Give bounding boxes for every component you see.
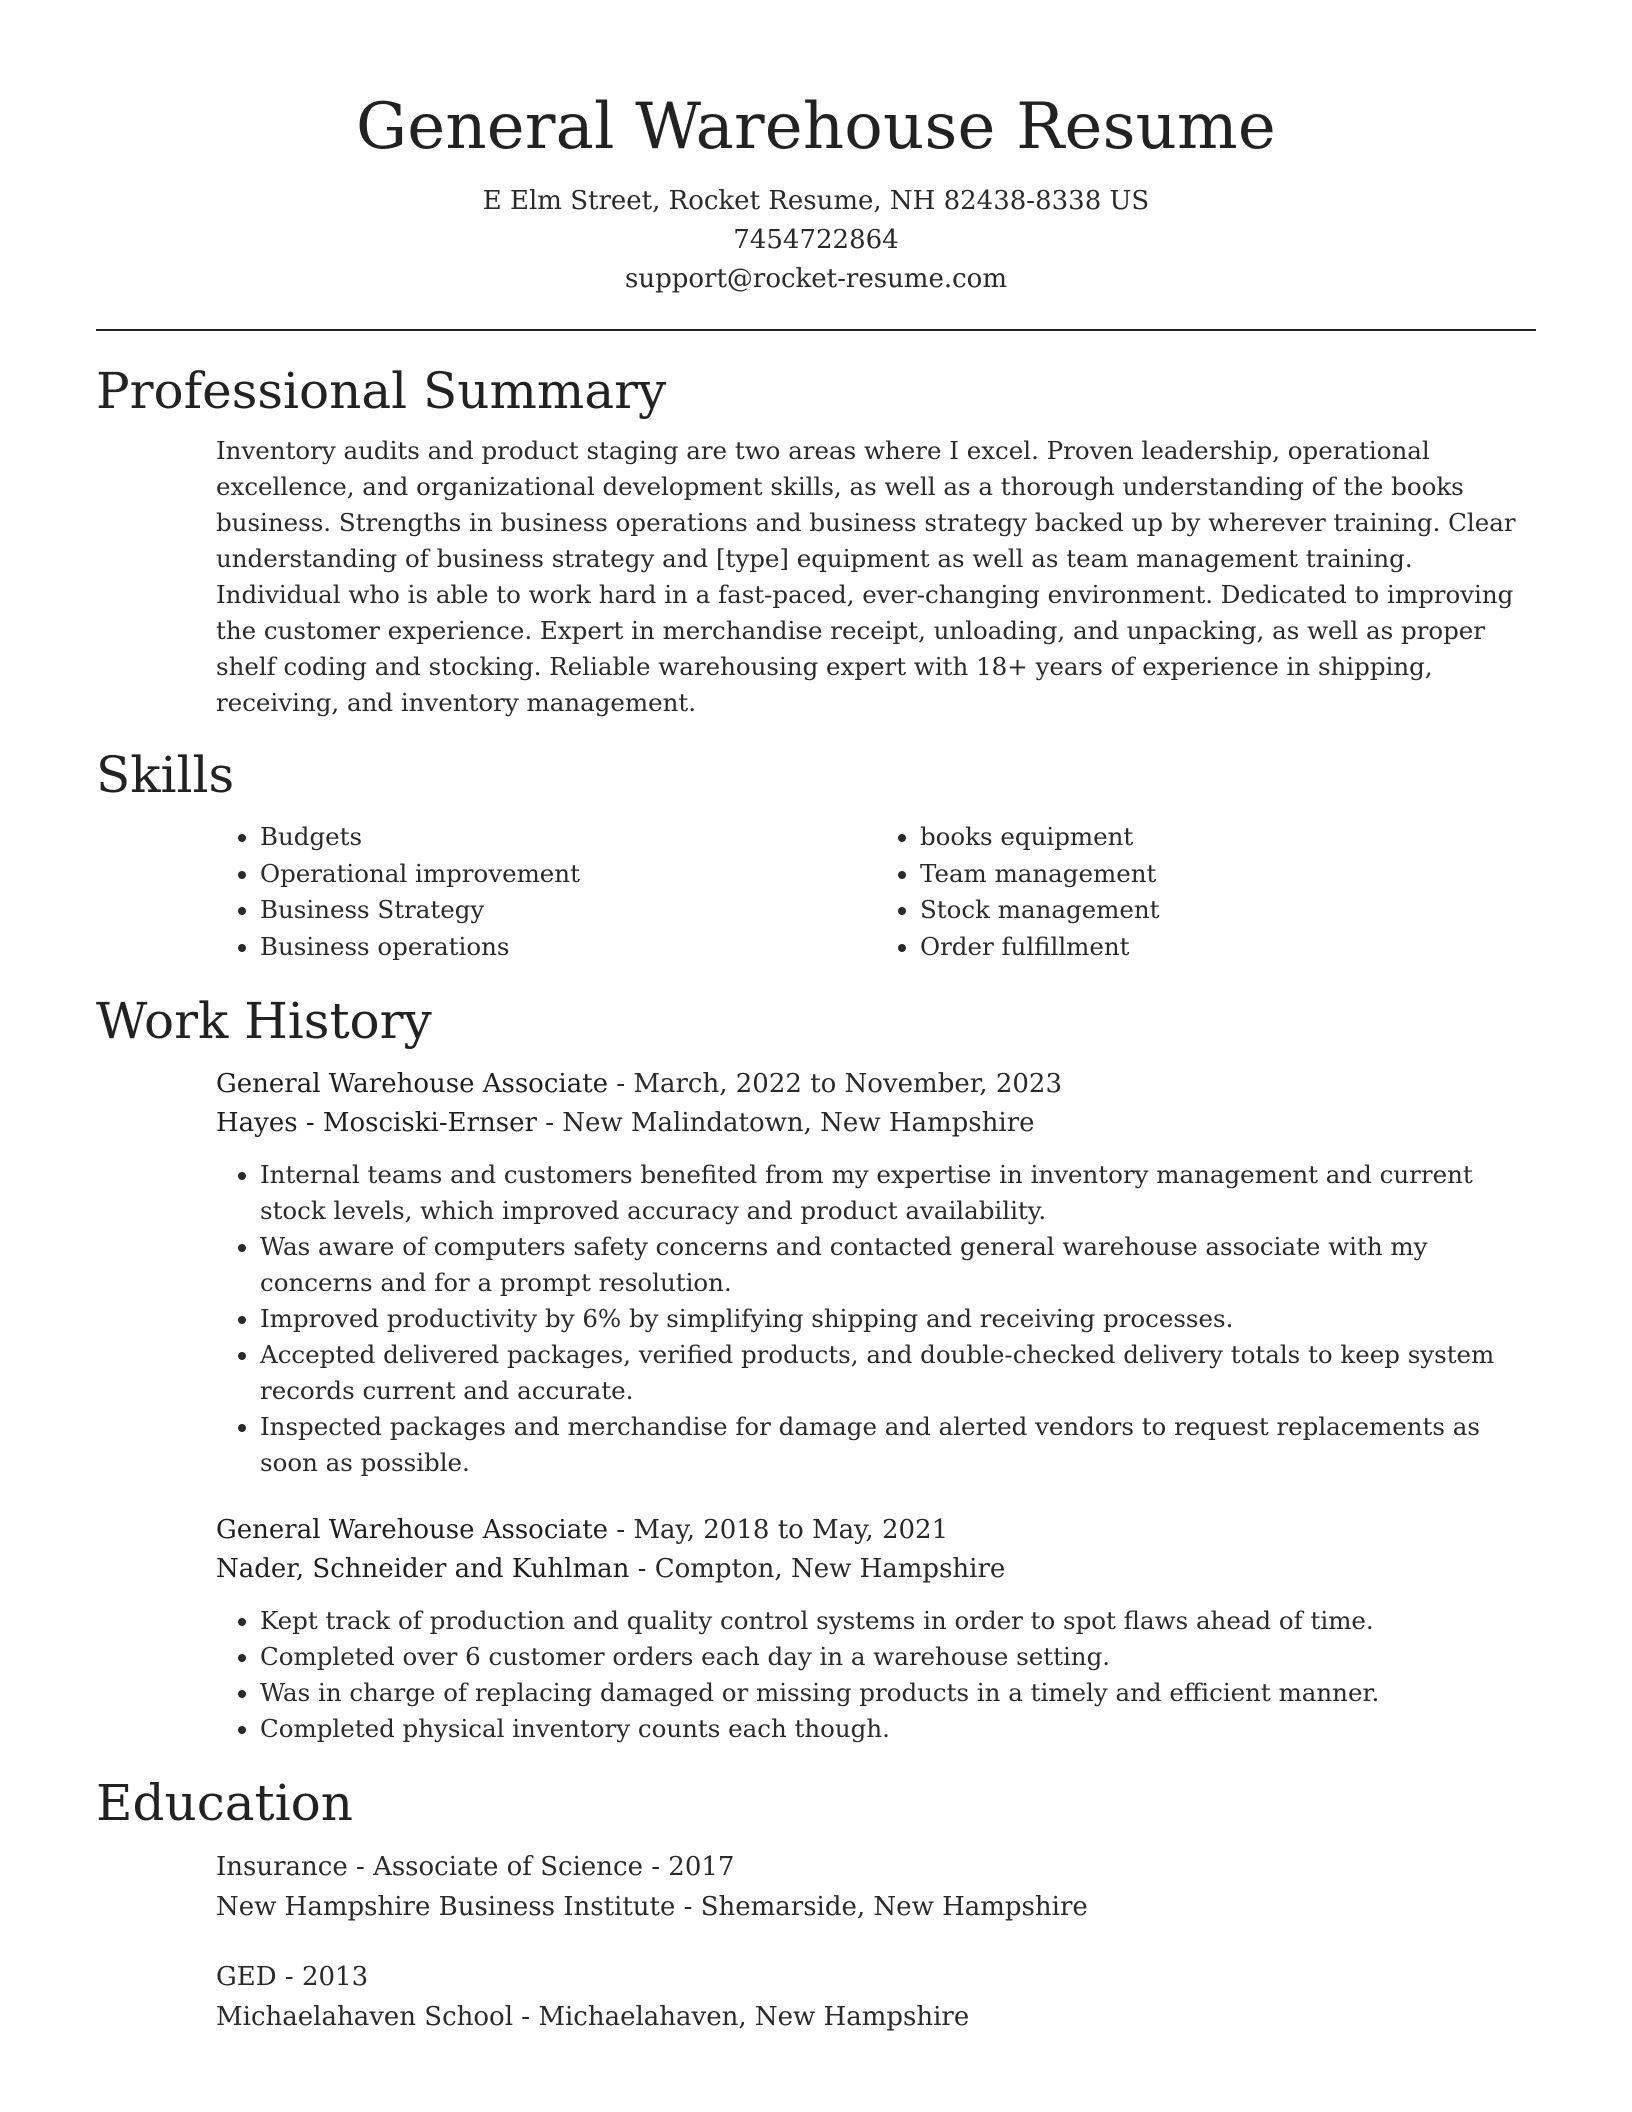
job-title-line	[216, 1065, 1536, 1104]
summary-text: Inventory audits and product staging are two areas where I excel. Proven leadership, operational excellence, and organizational development skills, as well as a thorough understanding of the books business. Strengths in business operations and business strategy backed up by wherever training. Clear understanding of business strategy and [type] equipment as well as team management training. Individual who is able to work hard in a fast-paced, ever-changing environment. Dedicated to improving the customer experience. Expert in merchandise receipt, unloading, and unpacking, as well as proper shelf coding and stocking. Reliable warehousing expert with 18+ years of experience in shipping, receiving, and inventory management.	[216, 436, 1516, 717]
job-company-line	[216, 1550, 1536, 1589]
education-field: Insurance	[216, 1852, 348, 1882]
job-bullet: • Kept track of production and quality control systems in order to spot flaws ahead of time.	[260, 1603, 1536, 1639]
job-company: Nader, Schneider and Kuhlman	[216, 1554, 630, 1584]
work-section	[96, 989, 1536, 1747]
education-entry	[216, 1847, 1536, 1927]
job-bullet: • Inspected packages and merchandise for damage and alerted vendors to request replacements as soon as possible.	[260, 1409, 1536, 1481]
separator: -	[545, 1108, 563, 1138]
summary-heading: Professional Summary	[96, 362, 667, 420]
separator: -	[637, 1554, 655, 1584]
contact-phone: 7454722864	[733, 225, 899, 255]
work-heading: Work History	[96, 992, 432, 1050]
skill-item: • Order fulfillment	[920, 929, 1536, 966]
education-entry	[216, 1957, 1536, 2037]
job-bullets	[216, 1603, 1536, 1747]
education-degree: Associate of Science	[373, 1852, 643, 1882]
header-divider	[96, 329, 1536, 331]
skill-item: • Budgets	[260, 819, 876, 856]
separator: -	[284, 1962, 302, 1992]
job-entry	[216, 1511, 1536, 1747]
skills-left-column	[216, 819, 876, 965]
job-dates: March, 2022 to November, 2023	[633, 1069, 1062, 1099]
contact-address: E Elm Street, Rocket Resume, NH 82438-8338 US	[482, 186, 1150, 216]
education-degree-line	[216, 1957, 1536, 1997]
summary-section	[96, 359, 1536, 721]
job-bullet: • Was aware of computers safety concerns and contacted general warehouse associate with my concerns and for a prompt resolution.	[260, 1229, 1536, 1301]
job-bullet: • Internal teams and customers benefited from my expertise in inventory management and current stock levels, which improved accuracy and product availability.	[260, 1157, 1536, 1229]
job-bullet: • Improved productivity by 6% by simplifying shipping and receiving processes.	[260, 1301, 1536, 1337]
contact-block	[96, 182, 1536, 299]
job-bullet: • Accepted delivered packages, verified products, and double-checked delivery totals to keep system records current and accurate.	[260, 1337, 1536, 1409]
education-school: Michaelahaven School	[216, 2002, 514, 2032]
job-position: General Warehouse Associate	[216, 1515, 609, 1545]
education-year: 2013	[301, 1962, 369, 1992]
education-school-line	[216, 1887, 1536, 1927]
skill-item: • Stock management	[920, 892, 1536, 929]
skill-item: • Operational improvement	[260, 856, 876, 893]
education-degree: GED	[216, 1962, 277, 1992]
job-bullets	[216, 1157, 1536, 1481]
job-title-line	[216, 1511, 1536, 1550]
separator: -	[616, 1069, 634, 1099]
skills-columns	[216, 819, 1536, 965]
job-bullet: • Completed physical inventory counts each though.	[260, 1711, 1536, 1747]
contact-email: support@rocket-resume.com	[624, 264, 1007, 294]
job-bullet: • Was in charge of replacing damaged or missing products in a timely and efficient manner.	[260, 1675, 1536, 1711]
resume-header	[96, 0, 1536, 299]
skill-item: • Business Strategy	[260, 892, 876, 929]
job-location: New Malindatown, New Hampshire	[562, 1108, 1035, 1138]
resume-title: General Warehouse Resume	[355, 90, 1277, 164]
job-company: Hayes - Mosciski-Ernser	[216, 1108, 537, 1138]
skills-heading: Skills	[96, 746, 235, 804]
skills-right-column	[876, 819, 1536, 965]
skill-item: • books equipment	[920, 819, 1536, 856]
education-year: 2017	[668, 1852, 735, 1882]
job-location: Compton, New Hampshire	[654, 1554, 1006, 1584]
separator: -	[616, 1515, 634, 1545]
job-company-line	[216, 1104, 1536, 1143]
education-school: New Hampshire Business Institute	[216, 1892, 676, 1922]
skill-item: • Team management	[920, 856, 1536, 893]
job-dates: May, 2018 to May, 2021	[633, 1515, 949, 1545]
job-bullet: • Completed over 6 customer orders each day in a warehouse setting.	[260, 1639, 1536, 1675]
skills-section	[96, 743, 1536, 965]
separator: -	[521, 2002, 539, 2032]
education-location: Michaelahaven, New Hampshire	[538, 2002, 970, 2032]
education-heading: Education	[96, 1774, 353, 1832]
separator: -	[651, 1852, 669, 1882]
job-entry	[216, 1065, 1536, 1481]
skill-item: • Business operations	[260, 929, 876, 966]
job-position: General Warehouse Associate	[216, 1069, 609, 1099]
separator: -	[356, 1852, 374, 1882]
education-degree-line	[216, 1847, 1536, 1887]
separator: -	[683, 1892, 701, 1922]
education-section	[96, 1771, 1536, 2037]
education-school-line	[216, 1997, 1536, 2037]
education-location: Shemarside, New Hampshire	[700, 1892, 1088, 1922]
